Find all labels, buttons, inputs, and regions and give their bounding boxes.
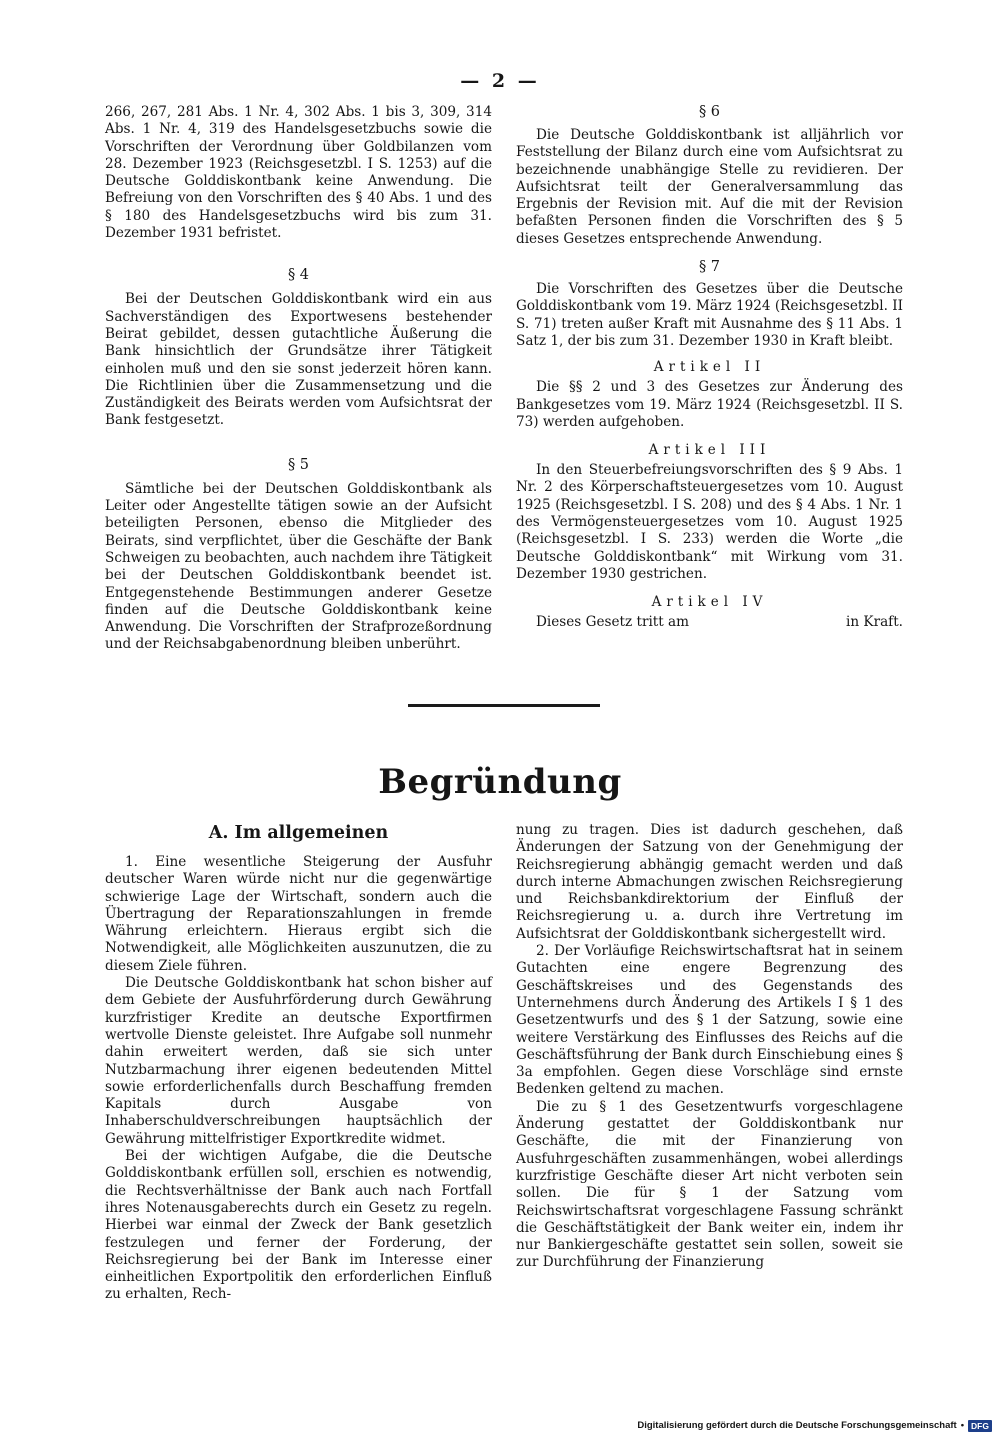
continued-paragraph-right: nung zu tragen. Dies ist dadurch geschehen, daß Änderungen der Satzung von der Genehmigung der Reichsregierung abhängig gemacht werden und daß durch interne Abmachungen zwischen Reichsregierung und Reichsbankdirektorium der Einfluß der Reichsregierung u. a. durch ihre Vertretung im Aufsichtsrat der Golddiskontbank sichergestellt wird. — [516, 822, 903, 942]
article-2-text: Die §§ 2 und 3 des Gesetzes zur Änderung des Bankgesetzes vom 19. März 1924 (Reichsgesetzbl. II S. 73) werden aufgehoben. — [516, 379, 903, 430]
article-3-title: Artikel III — [648, 442, 771, 459]
article-4-title: Artikel IV — [651, 594, 768, 611]
heading-begruendung: Begründung — [378, 762, 622, 802]
bottom-right-column — [516, 822, 903, 1272]
footer-text: Digitalisierung gefördert durch die Deutsche Forschungsgemeinschaft — [637, 1420, 957, 1431]
section-5-text: Sämtliche bei der Deutschen Golddiskontbank als Leiter oder Angestellte tätigen sowie an der Aufsicht beteiligten Personen, ebenso die Mitglieder des Beirats, sind verpflichtet, über die Geschäfte der Bank Schweigen zu beobachten, auch nachdem ihre Tätigkeit bei der Deutschen Golddiskontbank beendet ist. Entgegenstehende Bestimmungen anderer Gesetze finden auf die Deutsche Golddiskontbank keine Anwendung. Die Vorschriften der Strafprozeßordnung und der Reichsabgabenordnung bleiben unberührt. — [105, 480, 492, 653]
section-7-text: Die Vorschriften des Gesetzes über die Deutsche Golddiskontbank vom 19. März 1924 (Reichsgesetzbl. II S. 71) treten außer Kraft mit Ausnahme des § 11 Abs. 1 Satz 1, der bis zum 31. Dezember 1930 in Kraft bleibt. — [516, 281, 903, 349]
section-6-title: § 6 — [698, 104, 721, 120]
paragraph-2: Die Deutsche Golddiskontbank hat schon bisher auf dem Gebiete der Ausfuhrförderung durch Gewährung kurzfristiger Kredite an deutsche Exportfirmen wertvolle Dienste geleistet. Ihre Aufgabe soll nunmehr dahin erweitert werden, daß sie sich unter Nutzbarmachung ihrer eigenen bedeutenden Mittel sowie erforderlichenfalls durch Beschaffung fremden Kapitals durch Ausgabe von Inhaberschuldverschreibungen hauptsächlich der Gewährung mittelfristiger Exportkredite widmet. — [105, 975, 492, 1147]
section-4-title: § 4 — [287, 267, 310, 284]
subheading: A. Im allgemeinen — [208, 823, 389, 843]
article-4-text — [516, 614, 903, 631]
article-2-title: Artikel II — [653, 359, 766, 376]
section-divider — [408, 704, 600, 707]
footer-credit — [637, 1419, 992, 1432]
continued-paragraph: 266, 267, 281 Abs. 1 Nr. 4, 302 Abs. 1 bis 3, 309, 314 Abs. 1 Nr. 4, 319 des Handelsgesetzbuchs sowie die Vorschriften der Verordnung über Goldbilanzen vom 28. Dezember 1923 (Reichsgesetzbl. I S. 1253) auf die Deutsche Golddiskontbank keine Anwendung. Die Befreiung von den Vorschriften des § 40 Abs. 1 und des § 180 des Handelsgesetzbuchs wird bis zum 31. Dezember 1931 befristet. — [105, 104, 492, 242]
dfg-logo-icon: DFG — [968, 1420, 992, 1432]
bottom-left-column — [105, 822, 492, 1304]
section-7-title: § 7 — [698, 259, 721, 276]
page-number: — 2 — — [460, 70, 540, 92]
section-5-title: § 5 — [287, 456, 310, 473]
section-6-text: Die Deutsche Golddiskontbank ist alljährlich vor Feststellung der Bilanz durch eine vom Aufsichtsrat zu bezeichnende unabhängige Stelle zu revidieren. Der Aufsichtsrat teilt der Generalversammlung das Ergebnis der Revision mit. Auf die mit der Revision befaßten Personen finden die Vorschriften des § 5 dieses Gesetzes entsprechende Anwendung. — [516, 127, 903, 247]
paragraph-3: Bei der wichtigen Aufgabe, die die Deutsche Golddiskontbank erfüllen soll, erschien es notwendig, die Rechtsverhältnisse der Bank auch nach Fortfall ihres Notenausgaberechts durch ein Gesetz zu regeln. Hierbei war einmal der Zweck der Bank gesetzlich festzulegen und ferner der Forderung, der Reichsregierung bei der Bank im Interesse einer einheitlichen Exportpolitik den erforderlichen Einfluß zu erhalten, Rech- — [105, 1148, 492, 1303]
paragraph-1: 1. Eine wesentliche Steigerung der Ausfuhr deutscher Waren würde nicht nur die gegenwärtige schwierige Lage der Wirtschaft, sondern auch die Übertragung der Reparationszahlungen in fremde Währung erleichtern. Hieraus ergibt sich die Notwendigkeit, alle Möglichkeiten auszunutzen, die zu diesem Ziele führen. — [105, 854, 492, 974]
paragraph-5: Die zu § 1 des Gesetzentwurfs vorgeschlagene Änderung gestattet der Golddiskontbank nur Geschäfte, die mit der Finanzierung von Ausfuhrgeschäften zusammenhängen, wobei allerdings kurzfristige Geschäfte dieser Art nicht verboten sein sollen. Die für § 1 der Satzung vom Reichswirtschaftsrat vorgeschlagene Fassung schränkt die Geschäftstätigkeit der Bank weiter ein, indem ihr nur Bankiergeschäfte gestattet sein sollen, soweit sie zur Durchführung der Finanzierung — [516, 1098, 903, 1271]
top-right-column — [516, 104, 903, 632]
top-left-column — [105, 104, 492, 654]
footer-separator: • — [960, 1420, 965, 1431]
article-3-text: In den Steuerbefreiungsvorschriften des § 9 Abs. 1 Nr. 2 des Körperschaftsteuergesetzes vom 10. August 1925 (Reichsgesetzbl. I S. 208) und des § 4 Abs. 1 Nr. 1 des Vermögensteuergesetzes vom 10. August 1925 (Reichsgesetzbl. I S. 233) werden die Worte „die Deutsche Golddiskontbank“ mit Wirkung vom 31. Dezember 1930 gestrichen. — [516, 462, 903, 582]
article-4-text-start: Dieses Gesetz tritt am — [536, 614, 690, 631]
article-4-text-end: in Kraft. — [846, 614, 903, 631]
paragraph-4: 2. Der Vorläufige Reichswirtschaftsrat hat in seinem Gutachten eine engere Begrenzung des Geschäftskreises und des Gegenstands des Unternehmens durch Änderung des Artikels I § 1 des Gesetzentwurfs und des § 1 der Satzung, sowie eine weitere Verstärkung des Einflusses des Reichs auf die Geschäftsführung der Bank durch Einschiebung eines § 3a empfohlen. Gegen diese Vorschläge sind ernste Bedenken geltend zu machen. — [516, 943, 903, 1098]
section-4-text: Bei der Deutschen Golddiskontbank wird ein aus Sachverständigen des Exportwesens bestehender Beirat gebildet, dessen gutachtliche Äußerung die Bank hinsichtlich der Grundsätze ihrer Tätigkeit einholen muß und den sie sonst jederzeit hören kann. Die Richtlinien über die Zusammensetzung und die Zuständigkeit des Beirats werden vom Aufsichtsrat der Bank festgesetzt. — [105, 291, 492, 429]
